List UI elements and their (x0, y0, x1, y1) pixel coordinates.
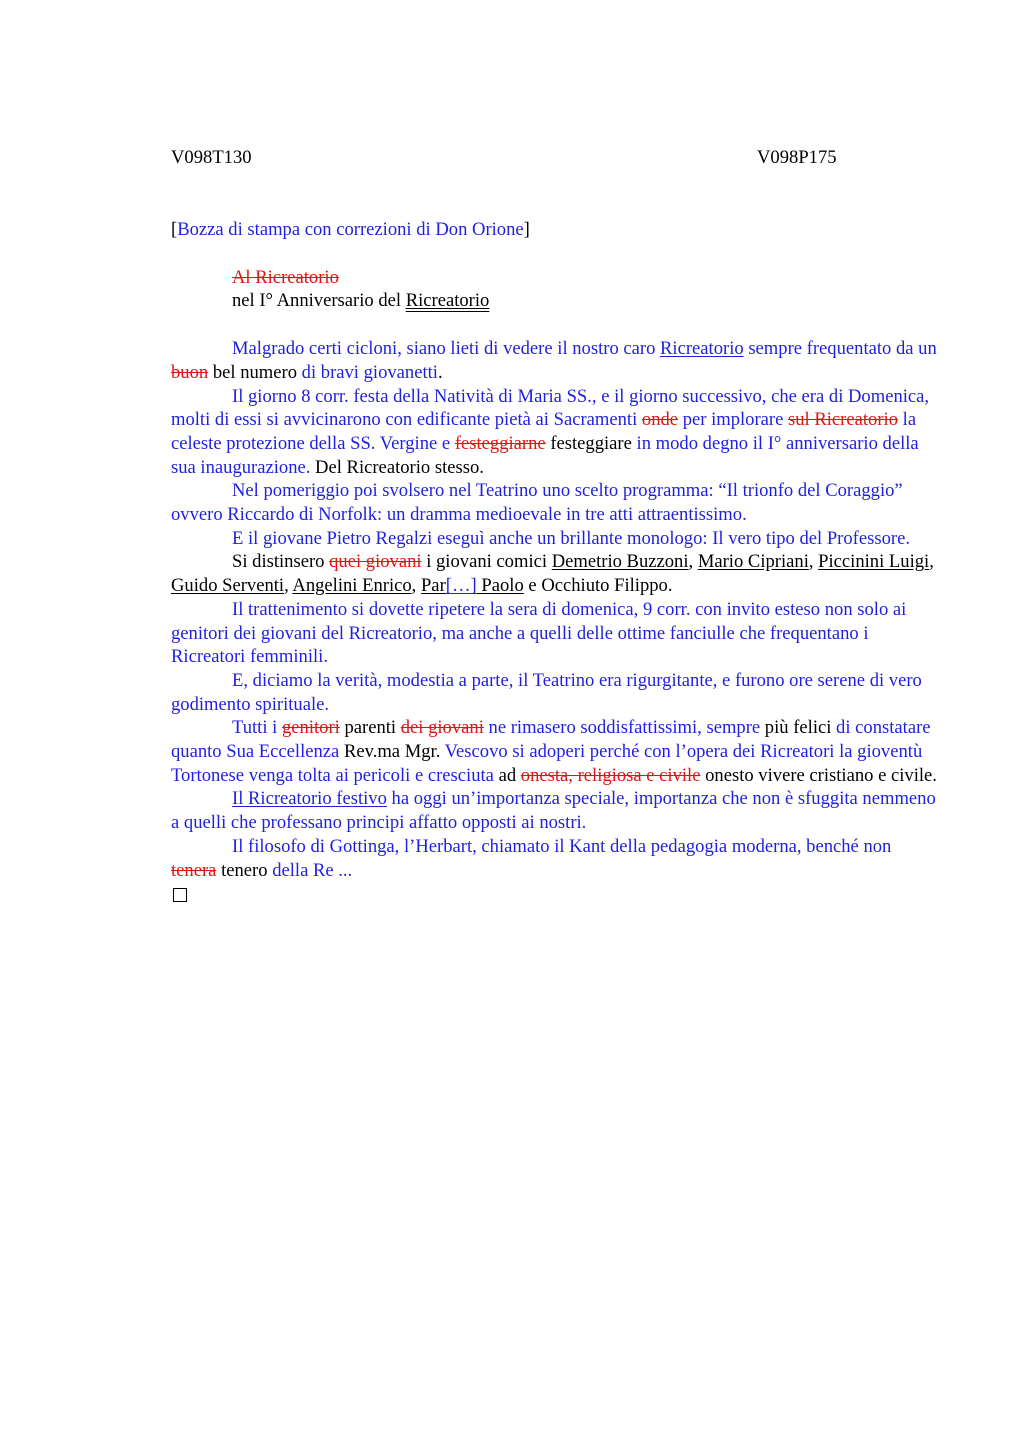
title-underlined-word: Ricreatorio (405, 290, 490, 312)
deleted-text: sul Ricreatorio (788, 409, 898, 431)
volume-code-left: V098T130 (171, 147, 252, 168)
text-run: più felici (764, 717, 832, 739)
text-run: E il giovane Pietro Regalzi eseguì anche un brillante monologo: Il vero tipo del Professore. (232, 527, 910, 549)
text-run: parenti (339, 717, 401, 739)
text-run: , (688, 551, 698, 573)
text-run: e Occhiuto Filippo. (523, 575, 673, 597)
article-body (171, 337, 941, 882)
text-run: Il Ricreatorio festivo (232, 788, 387, 810)
document-page (171, 146, 941, 909)
text-run: . (437, 361, 443, 383)
deleted-text: quei giovani (329, 551, 422, 573)
text-run: , (929, 551, 934, 573)
deleted-text: festeggiarne (454, 432, 546, 454)
text-run: festeggiare (545, 432, 637, 454)
deleted-title: Al Ricreatorio (232, 266, 339, 288)
text-run: ne rimasero soddisfattissimi, sempre (483, 717, 765, 739)
text-run: Par (420, 575, 446, 597)
text-run: onesto vivere cristiano e civile. (700, 764, 937, 786)
page-header (171, 146, 941, 170)
text-run: Si distinsero (232, 551, 330, 573)
note-text: Bozza di stampa con correzioni di Don Orione (177, 219, 524, 240)
title-line (232, 289, 941, 313)
note-open-bracket: [ (171, 219, 178, 240)
paragraph (171, 669, 941, 716)
paragraph (171, 337, 941, 384)
text-run: Del Ricreatorio stesso. (310, 456, 484, 478)
title-prefix: nel I° Anniversario del (232, 290, 406, 312)
text-run: della Re ... (272, 859, 353, 881)
text-run: Il trattenimento si dovette ripetere la sera di domenica, 9 corr. con invito esteso non solo ai genitori dei giovani del Ricreatorio, ma anche a quelli delle ottime fanciulle che frequentano i Ricreatori femminili. (171, 598, 907, 668)
text-run: Malgrado certi cicloni, siano lieti di vedere il nostro caro (232, 338, 661, 360)
paragraph (171, 527, 941, 551)
paragraph (171, 385, 941, 480)
text-run: per implorare (678, 409, 789, 431)
text-run: E, diciamo la verità, modestia a parte, il Teatrino era rigurgitante, e furono ore serene di vero godimento spirituale. (171, 669, 922, 715)
deleted-text: dei giovani (400, 717, 484, 739)
article-title (171, 266, 941, 313)
text-run: di bravi giovanetti (301, 361, 438, 383)
deleted-text: buon (171, 361, 209, 383)
text-run: la celeste protezione della SS. Vergine e (171, 409, 917, 454)
text-run: Nel pomeriggio poi svolsero nel Teatrino uno scelto programma: “Il trionfo del Coraggio” ovvero Riccardo di Norfolk: un dramma medioevale in tre atti attraentissimo. (171, 480, 903, 526)
text-run: sempre frequentato da un (743, 338, 937, 360)
text-run: Mario Cipriani (697, 551, 809, 573)
end-marker (171, 882, 941, 909)
paragraph (171, 479, 941, 526)
text-run: Rev.ma Mgr. (343, 741, 441, 763)
text-run: bel numero (208, 361, 302, 383)
paragraph (171, 716, 941, 787)
text-run: Ricreatorio (660, 338, 744, 360)
deleted-text: onesta, religiosa e civile (520, 764, 701, 786)
text-run: Paolo (476, 575, 524, 597)
text-run: i giovani comici (421, 551, 552, 573)
paragraph (171, 598, 941, 669)
text-run: , (808, 551, 819, 573)
text-run: , (284, 575, 293, 597)
text-run: […] (445, 575, 477, 597)
paragraph (171, 835, 941, 882)
text-run: ha oggi un’importanza speciale, importanza che non è sfuggita nemmeno a quelli che professano principi affatto opposti ai nostri. (171, 788, 936, 834)
text-run: Vescovo si adoperi perché con l’opera dei Ricreatori la gioventù Tortonese venga tolta ai pericoli e cresciuta (171, 741, 923, 786)
empty-square-icon (173, 888, 187, 902)
paragraph (171, 787, 941, 834)
volume-code-right: V098P175 (757, 147, 837, 168)
paragraph (171, 550, 941, 597)
editorial-note (171, 218, 941, 242)
deleted-text: tenera (171, 859, 217, 881)
deleted-text: onde (641, 409, 679, 431)
text-run: Tutti i (232, 717, 282, 739)
text-run: in modo degno il I° anniversario della sua inaugurazione. (171, 432, 919, 478)
text-run: Piccinini Luigi (818, 551, 930, 573)
text-run: ad (498, 764, 517, 786)
text-run: di constatare quanto Sua Eccellenza (171, 717, 931, 763)
text-run: tenero (216, 859, 273, 881)
text-run: Il giorno 8 corr. festa della Natività di Maria SS., e il giorno successivo, che era di Domenica, molti di essi si avvicinarono con edificante pietà ai Sacramenti (171, 385, 930, 431)
text-run: , (411, 575, 421, 597)
text-run: Il filosofo di Gottinga, l’Herbart, chiamato il Kant della pedagogia moderna, benché non (232, 835, 892, 857)
text-run: Demetrio Buzzoni (551, 551, 689, 573)
text-run: Angelini Enrico (292, 575, 412, 597)
deleted-text: genitori (281, 717, 340, 739)
note-close-bracket: ] (523, 219, 530, 240)
text-run: Guido Serventi (171, 575, 285, 597)
